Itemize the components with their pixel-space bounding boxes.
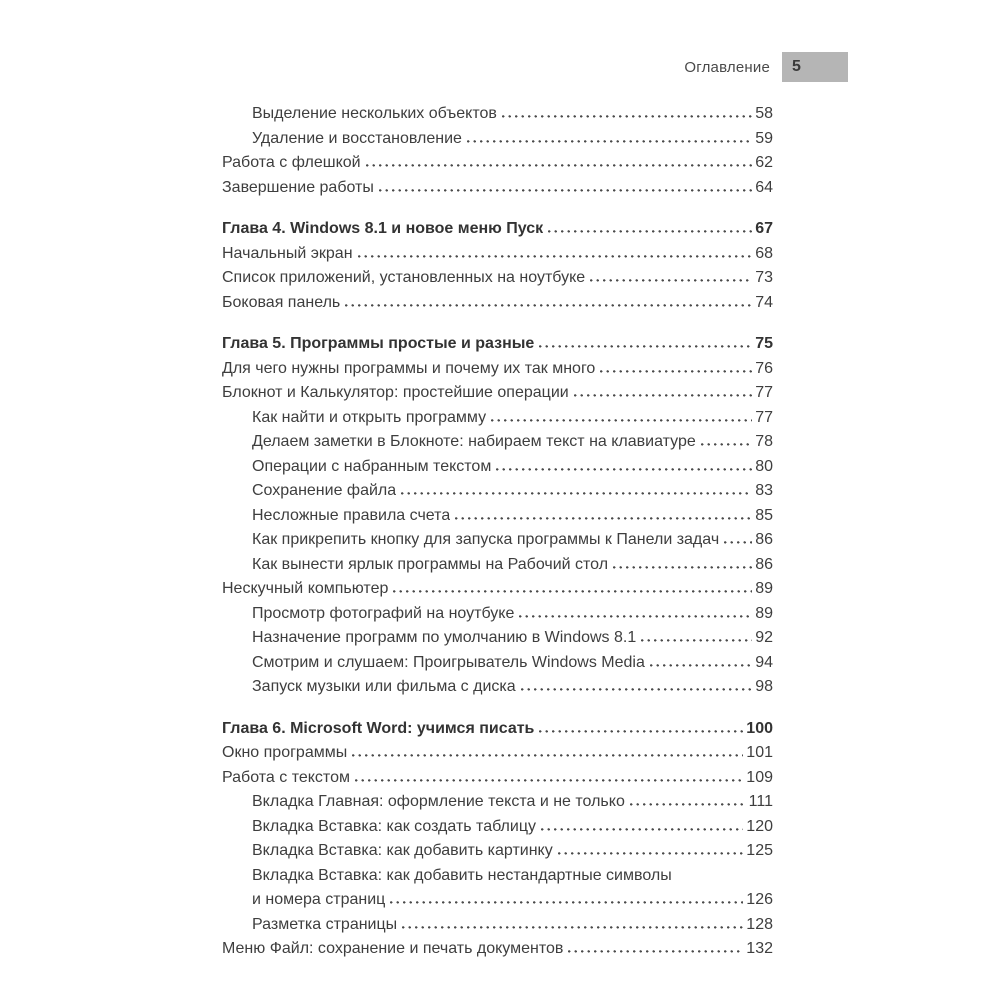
toc-entry-page: 128 [746, 915, 773, 933]
toc-entry-title: Просмотр фотографий на ноутбуке [252, 604, 515, 622]
toc-entry [222, 332, 773, 357]
toc-entry-page: 98 [755, 678, 773, 695]
toc-entry-page: 67 [755, 220, 773, 237]
toc-entry [222, 102, 773, 127]
toc-entry-title: Сохранение файла [252, 482, 397, 499]
dotted-leader [600, 370, 752, 373]
toc-entry [222, 741, 773, 766]
toc-entry-title: Вкладка Главная: оформление текста и не только [252, 793, 625, 810]
toc-entry-page: 89 [755, 580, 773, 597]
toc-entry-title: Как найти и открыть программу [252, 408, 487, 426]
dotted-leader [393, 590, 752, 593]
toc-entry-page: 126 [746, 891, 773, 908]
toc-entry [222, 528, 773, 553]
dotted-leader [401, 492, 752, 495]
dotted-leader [701, 443, 752, 446]
toc-entry [222, 406, 773, 431]
toc-entry [222, 127, 773, 152]
toc-entry-page: 59 [755, 129, 773, 147]
toc-entry-title: Несложные правила счета [252, 506, 451, 524]
dotted-leader [491, 419, 752, 422]
toc-entry-page: 86 [755, 531, 773, 548]
toc-entry-page: 109 [746, 768, 773, 786]
toc-entry-title: Блокнот и Калькулятор: простейшие операции [222, 384, 569, 401]
toc-entry [222, 479, 773, 504]
toc-entry [222, 430, 773, 455]
dotted-leader [548, 230, 752, 233]
toc-entry-title: Выделение нескольких объектов [252, 105, 497, 122]
toc-entry-page: 74 [755, 293, 773, 311]
toc-entry [222, 717, 773, 742]
toc-entry-page: 73 [755, 269, 773, 286]
dotted-leader [568, 950, 743, 953]
toc-entry-page: 132 [746, 940, 773, 957]
toc-entry-page: 120 [746, 817, 773, 835]
toc-entry-title: Вкладка Вставка: как добавить нестандартные символы [252, 866, 672, 884]
dotted-leader [496, 468, 752, 471]
dotted-leader [352, 754, 743, 757]
dotted-leader [502, 115, 752, 118]
toc-entry [222, 790, 773, 815]
toc-entry-page: 64 [755, 178, 773, 196]
page-header [0, 52, 848, 82]
toc-entry [222, 651, 773, 676]
toc-entry [222, 913, 773, 938]
dotted-leader [590, 279, 752, 282]
dotted-leader [355, 779, 743, 782]
toc-entry [222, 357, 773, 382]
dotted-leader [390, 901, 743, 904]
toc-entry [222, 455, 773, 480]
dotted-leader [539, 345, 752, 348]
dotted-leader [558, 852, 744, 855]
header-title: Оглавление [684, 58, 770, 76]
toc-entry-title: Для чего нужны программы и почему их так много [222, 359, 596, 377]
toc-entry-page: 58 [755, 105, 773, 122]
toc-entry-title: Делаем заметки в Блокноте: набираем текст на клавиатуре [252, 433, 696, 450]
toc-entry-title: Работа с текстом [222, 768, 350, 786]
dotted-leader [402, 926, 743, 929]
dotted-leader [641, 639, 752, 642]
toc-entry [222, 766, 773, 791]
toc-entry [222, 381, 773, 406]
dotted-leader [650, 664, 752, 667]
toc-entry-page: 94 [755, 653, 773, 671]
toc-list [222, 102, 773, 962]
toc-entry-title: Удаление и восстановление [252, 129, 462, 147]
toc-entry-title: Глава 6. Microsoft Word: учимся писать [222, 719, 535, 737]
toc-entry [222, 937, 773, 962]
dotted-leader [358, 255, 753, 258]
toc-entry [222, 888, 773, 913]
toc-entry-page: 83 [755, 482, 773, 499]
toc-entry [222, 815, 773, 840]
toc-entry-title: Глава 4. Windows 8.1 и новое меню Пуск [222, 220, 544, 237]
toc-entry-page: 76 [755, 359, 773, 377]
toc-entry-page: 77 [755, 384, 773, 401]
toc-entry [222, 176, 773, 201]
toc-entry-title: Вкладка Вставка: как добавить картинку [252, 842, 553, 859]
dotted-leader [455, 517, 752, 520]
dotted-leader [630, 803, 746, 806]
toc-entry-page: 75 [755, 335, 773, 352]
toc-entry-title: Назначение программ по умолчанию в Windows 8.1 [252, 629, 637, 646]
toc-entry [222, 291, 773, 316]
toc-entry-page: 111 [748, 793, 773, 810]
toc-entry-page: 86 [755, 555, 773, 573]
toc-entry [222, 626, 773, 651]
toc-entry [222, 242, 773, 267]
toc-entry-title: Смотрим и слушаем: Проигрыватель Windows Media [252, 653, 645, 671]
toc-entry-page: 85 [755, 506, 773, 524]
dotted-leader [724, 541, 752, 544]
dotted-leader [521, 688, 753, 691]
toc-entry [222, 864, 773, 889]
toc-entry-title: Как прикрепить кнопку для запуска программы к Панели задач [252, 531, 720, 548]
dotted-leader [467, 140, 752, 143]
toc-entry-page: 101 [746, 744, 773, 761]
dotted-leader [379, 189, 752, 192]
toc-entry-title: Запуск музыки или фильма с диска [252, 678, 516, 695]
toc-entry-page: 100 [746, 719, 773, 737]
toc-entry-page: 89 [755, 604, 773, 622]
dotted-leader [366, 164, 753, 167]
toc-entry-title: Операции с набранным текстом [252, 457, 492, 475]
toc-entry-page: 62 [755, 154, 773, 171]
dotted-leader [541, 828, 743, 831]
toc-entry [222, 217, 773, 242]
toc-entry-title: Глава 5. Программы простые и разные [222, 335, 535, 352]
toc-entry [222, 266, 773, 291]
toc-entry-title: Как вынести ярлык программы на Рабочий стол [252, 555, 609, 573]
dotted-leader [539, 730, 743, 733]
page-number-box [782, 52, 848, 82]
toc-entry-title: Список приложений, установленных на ноутбуке [222, 269, 586, 286]
toc-entry-title: Нескучный компьютер [222, 580, 389, 597]
page-number: 5 [792, 58, 801, 75]
toc-entry-page: 125 [746, 842, 773, 859]
toc-entry-title: Работа с флешкой [222, 154, 361, 171]
dotted-leader [345, 304, 752, 307]
toc-entry [222, 151, 773, 176]
toc-entry-title: Разметка страницы [252, 915, 398, 933]
toc-entry-title: Вкладка Вставка: как создать таблицу [252, 817, 536, 835]
toc-entry [222, 675, 773, 700]
dotted-leader [519, 615, 752, 618]
toc-entry-page: 78 [755, 433, 773, 450]
toc-entry [222, 504, 773, 529]
toc-entry-title: Начальный экран [222, 244, 353, 262]
toc-entry-title: Окно программы [222, 744, 348, 761]
dotted-leader [613, 566, 752, 569]
toc-entry [222, 839, 773, 864]
toc-entry [222, 577, 773, 602]
toc-entry [222, 553, 773, 578]
toc-entry-page: 80 [755, 457, 773, 475]
toc-entry-page: 77 [755, 408, 773, 426]
toc-entry-page: 68 [755, 244, 773, 262]
toc-entry-title: Завершение работы [222, 178, 374, 196]
toc-entry-title: Меню Файл: сохранение и печать документов [222, 940, 564, 957]
toc-entry [222, 602, 773, 627]
dotted-leader [574, 394, 753, 397]
toc-entry-page: 92 [755, 629, 773, 646]
toc-entry-title: Боковая панель [222, 293, 341, 311]
toc-entry-title: и номера страниц [252, 891, 386, 908]
